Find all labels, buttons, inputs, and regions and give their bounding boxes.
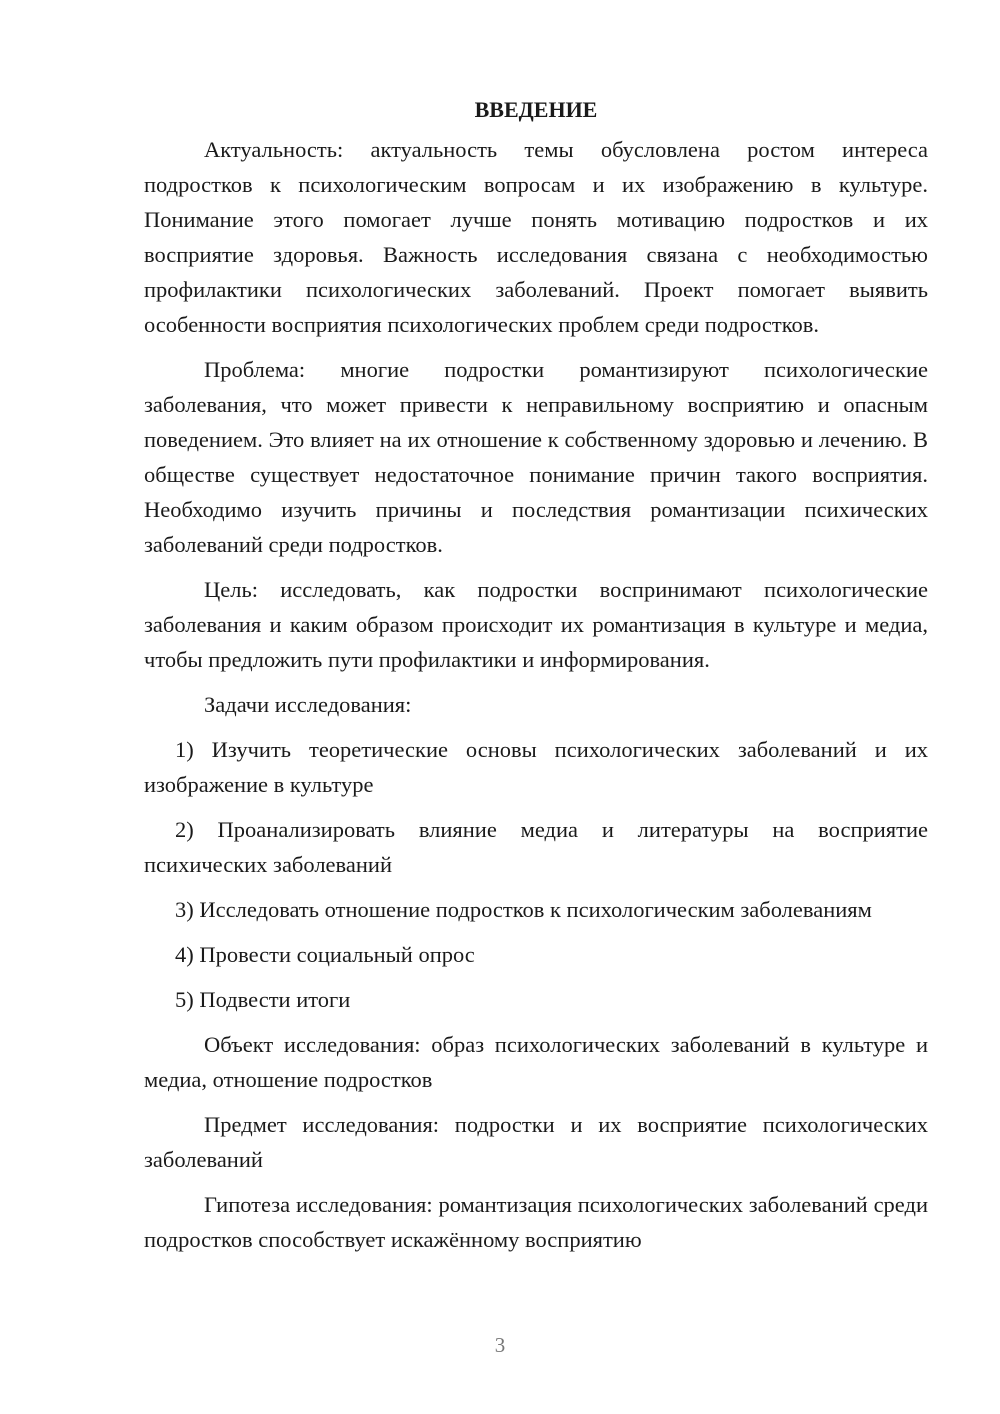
problem-paragraph: Проблема: многие подростки романтизируют психологические заболевания, что может привести к неправильному восприятию и опасным поведением. Это влияет на их отношение к собственному здоровью и лечению. В обществе существует недостаточное понимание причин такого восприятия. Необходимо изучить причины и последствия романтизации психических заболеваний среди подростков.: [144, 357, 928, 557]
subject-paragraph: Предмет исследования: подростки и их восприятие психологических заболеваний: [144, 1112, 928, 1172]
task-item: 2) Проанализировать влияние медиа и литературы на восприятие психических заболеваний: [144, 817, 928, 877]
task-item: 3) Исследовать отношение подростков к психологическим заболеваниям: [175, 897, 872, 922]
goal-paragraph: Цель: исследовать, как подростки воспринимают психологические заболевания и каким образом происходит их романтизация в культуре и медиа, чтобы предложить пути профилактики и информирования.: [144, 577, 928, 672]
hypothesis-paragraph: Гипотеза исследования: романтизация психологических заболеваний среди подростков способствует искажённому восприятию: [144, 1192, 928, 1252]
object-paragraph: Объект исследования: образ психологических заболеваний в культуре и медиа, отношение подростков: [144, 1032, 928, 1092]
section-title: ВВЕДЕНИЕ: [474, 97, 598, 122]
page-content: [144, 92, 928, 1267]
tasks-heading: Задачи исследования:: [204, 692, 412, 717]
page-number: 3: [494, 1333, 506, 1357]
task-item: 4) Провести социальный опрос: [175, 942, 475, 967]
task-item: 5) Подвести итоги: [175, 987, 351, 1012]
relevance-paragraph: Актуальность: актуальность темы обусловлена ростом интереса подростков к психологическим вопросам и их изображению в культуре. Понимание этого помогает лучше понять мотивацию подростков и их восприятие здоровья. Важность исследования связана с необходимостью профилактики психологических заболеваний. Проект помогает выявить особенности восприятия психологических проблем среди подростков.: [144, 137, 928, 337]
task-item: 1) Изучить теоретические основы психологических заболеваний и их изображение в культуре: [144, 737, 928, 797]
